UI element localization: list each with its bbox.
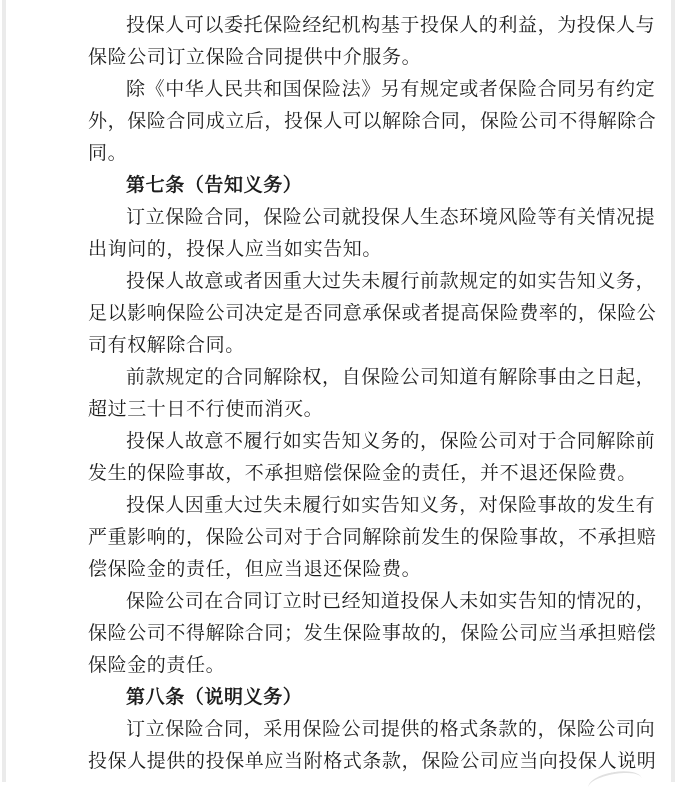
paragraph-line: 出询问的，投保人应当如实告知。 [88, 238, 383, 260]
paragraph-line: 超过三十日不行使而消灭。 [88, 398, 324, 420]
paragraph-line: 前款规定的合同解除权，自保险公司知道有解除事由之日起， [126, 366, 656, 388]
paragraph-line: 保险公司在合同订立时已经知道投保人未如实告知的情况的， [126, 590, 656, 612]
paragraph-line: 投保人故意或者因重大过失未履行前款规定的如实告知义务， [126, 270, 656, 292]
paragraph-line: 严重影响的，保险公司对于合同解除前发生的保险事故，不承担赔 [88, 526, 657, 548]
paragraph-line: 订立保险合同，采用保险公司提供的格式条款的，保险公司向 [126, 718, 656, 740]
paragraph-line: 保险金的责任。 [88, 654, 226, 676]
paragraph-line: 司有权解除合同。 [88, 334, 245, 356]
paragraph-line: 同。 [88, 142, 128, 164]
paragraph-line: 投保人故意不履行如实告知义务的，保险公司对于合同解除前 [126, 430, 656, 452]
article-heading-line: 第七条（告知义务） [126, 174, 303, 196]
paragraph-line: 偿保险金的责任，但应当退还保险费。 [88, 558, 422, 580]
paragraph-line: 投保人因重大过失未履行如实告知义务，对保险事故的发生有 [126, 494, 656, 516]
paragraph-line: 投保人可以委托保险经纪机构基于投保人的利益，为投保人与 [126, 14, 656, 36]
page-left-edge [2, 0, 6, 782]
paragraph-line: 发生的保险事故，不承担赔偿保险金的责任，并不退还保险费。 [88, 462, 637, 484]
paragraph-line: 保险公司不得解除合同；发生保险事故的，保险公司应当承担赔偿 [88, 622, 657, 644]
document-content [88, 9, 673, 777]
paragraph-line: 保险公司订立保险合同提供中介服务。 [88, 46, 422, 68]
paragraph-line: 订立保险合同，保险公司就投保人生态环境风险等有关情况提 [126, 206, 656, 228]
paragraph-line: 足以影响保险公司决定是否同意承保或者提高保险费率的，保险公 [88, 302, 657, 324]
paragraph-line: 除《中华人民共和国保险法》另有规定或者保险合同另有约定 [126, 78, 656, 100]
paragraph-line: 外，保险合同成立后，投保人可以解除合同，保险公司不得解除合 [88, 110, 657, 132]
article-heading-line: 第八条（说明义务） [126, 686, 303, 708]
paragraph-line: 投保人提供的投保单应当附格式条款，保险公司应当向投保人说明 [88, 750, 657, 772]
